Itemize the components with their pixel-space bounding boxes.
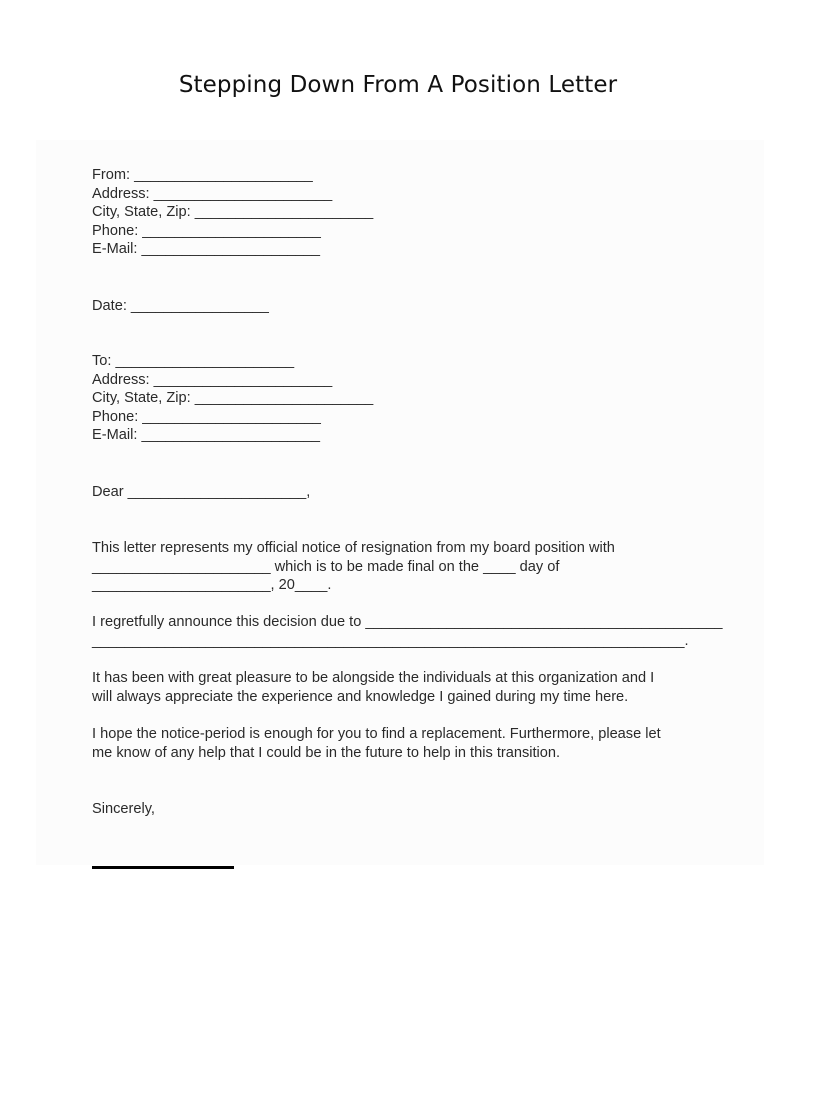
closing-block [92, 800, 155, 819]
from-city-line: City, State, Zip: ______________________ [92, 204, 374, 221]
paragraph-line: ______________________, 20____. [92, 577, 332, 594]
sender-block [92, 166, 373, 259]
from-line: From: ______________________ [92, 167, 313, 183]
to-email-line: E-Mail: ______________________ [92, 427, 321, 444]
paragraph-line: will always appreciate the experience and knowledge I gained during my time here. [92, 688, 629, 705]
paragraph-line: I regretfully announce this decision due to ____________________________________________ [92, 614, 723, 630]
paragraph-reason [92, 613, 723, 650]
date-line: Date: _________________ [92, 298, 269, 314]
salutation-block [92, 483, 310, 502]
paragraph-resignation [92, 539, 615, 595]
salutation: Dear ______________________, [92, 484, 311, 500]
recipient-block [92, 352, 373, 445]
paragraph-line: This letter represents my official notice of resignation from my board position with [92, 540, 615, 556]
paragraph-gratitude [92, 669, 654, 706]
paragraph-line: It has been with great pleasure to be alongside the individuals at this organization and I [92, 670, 655, 686]
to-city-line: City, State, Zip: ______________________ [92, 390, 374, 407]
paragraph-line: I hope the notice-period is enough for you to find a replacement. Furthermore, please let [92, 726, 661, 742]
paragraph-transition [92, 725, 661, 762]
signature-line [92, 866, 234, 869]
to-line: To: ______________________ [92, 353, 295, 369]
closing: Sincerely, [92, 801, 155, 817]
from-email-line: E-Mail: ______________________ [92, 241, 321, 258]
from-address-line: Address: ______________________ [92, 185, 333, 202]
page-title: Stepping Down From A Position Letter [178, 72, 618, 98]
to-address-line: Address: ______________________ [92, 371, 333, 388]
paragraph-line: ______________________ which is to be made final on the ____ day of [92, 558, 560, 575]
date-block [92, 297, 269, 316]
to-phone-line: Phone: ______________________ [92, 408, 321, 425]
paragraph-line: _________________________________________________________________________. [92, 632, 689, 649]
paragraph-line: me know of any help that I could be in the future to help in this transition. [92, 744, 561, 761]
from-phone-line: Phone: ______________________ [92, 222, 321, 239]
